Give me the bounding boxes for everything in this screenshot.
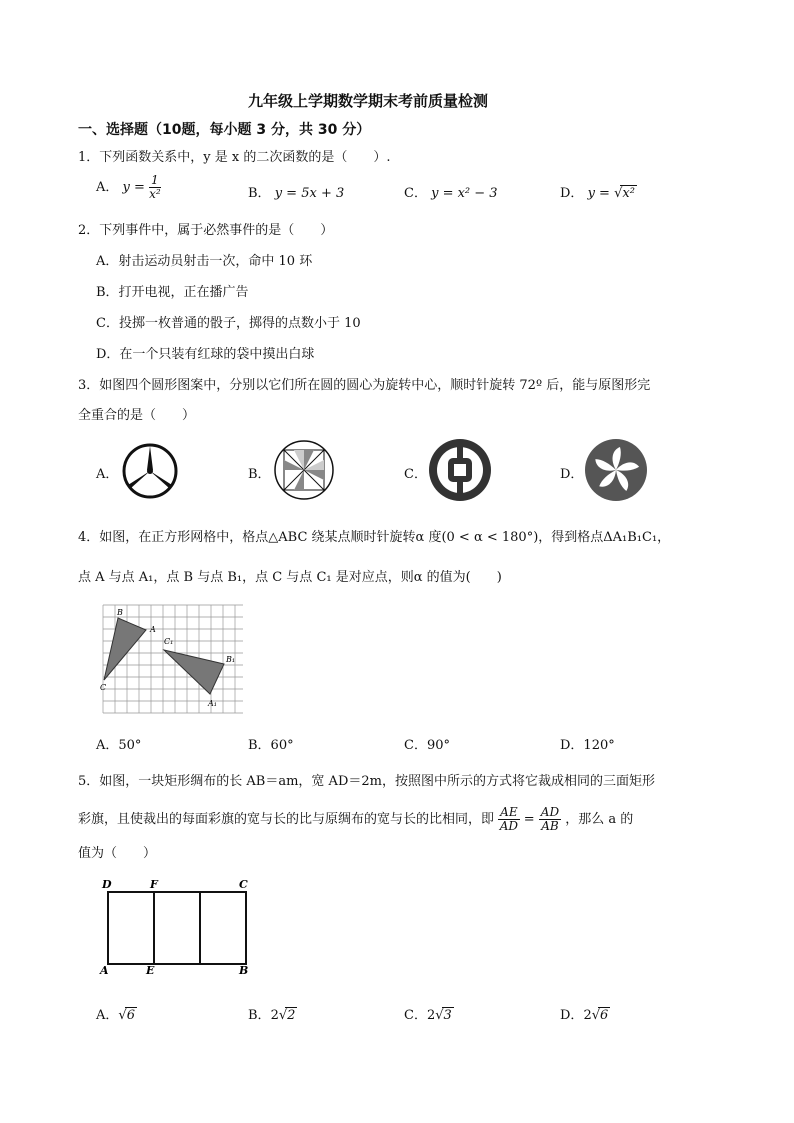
- question-1-stem: 1．下列函数关系中，y 是 x 的二次函数的是（ ）.: [78, 150, 391, 165]
- q5-option-a[interactable]: [96, 1004, 137, 1023]
- label-a: A: [100, 964, 109, 977]
- stem-text: 彩旗，且使裁出的每面彩旗的宽与长的比与原绸布的宽与长的比相同，即: [78, 812, 495, 828]
- radicand: 6: [126, 1008, 135, 1023]
- question-4-stem-line1: 4．如图，在正方形网格中，格点△ABC 绕某点顺时针旋转α 度(0 < α < 180°)，得到格点ΔA₁B₁C₁，: [78, 530, 671, 545]
- option-label: A．: [96, 1008, 119, 1023]
- label-e: E: [146, 964, 155, 977]
- q5-option-d[interactable]: [560, 1004, 610, 1023]
- q2-option-d[interactable]: D．在一个只装有红球的袋中摸出白球: [96, 347, 315, 362]
- label-b: B: [239, 964, 249, 977]
- option-label: A．: [96, 180, 119, 196]
- option-label: B．: [248, 186, 271, 201]
- q4-option-a[interactable]: A．50°: [96, 738, 142, 753]
- fraction-ad-ab: [539, 806, 561, 833]
- page-title: 九年级上学期数学期末考前质量检测: [248, 92, 489, 110]
- math-lhs: y =: [587, 186, 610, 201]
- q3-option-c-label[interactable]: C．: [404, 467, 427, 482]
- q4-option-c[interactable]: C．90°: [404, 738, 450, 753]
- option-label: C．: [404, 1008, 427, 1023]
- radicand: 2: [287, 1008, 296, 1023]
- q3-option-a-label[interactable]: A．: [96, 467, 119, 482]
- radicand: 3: [443, 1008, 452, 1023]
- label-b1: B₁: [226, 655, 236, 664]
- option-label: C．: [404, 186, 427, 201]
- label-c: C: [239, 878, 248, 891]
- option-label: D．: [560, 1008, 584, 1023]
- q3-option-d-label[interactable]: D．: [560, 467, 584, 482]
- sqrt-icon: √: [118, 1008, 127, 1023]
- math-expression: y = x² − 3: [431, 186, 498, 201]
- coefficient: 2: [270, 1008, 279, 1023]
- bauhinia-flower-icon: [584, 438, 648, 502]
- label-a: A: [150, 625, 156, 634]
- coefficient: 2: [426, 1008, 436, 1023]
- fraction: [149, 174, 161, 201]
- label-a1: A₁: [208, 699, 217, 708]
- sqrt-icon: √: [278, 1008, 288, 1023]
- triangle-abc: [104, 618, 146, 680]
- rectangle-flag-figure: [98, 874, 258, 978]
- sqrt-icon: √: [591, 1008, 601, 1023]
- label-d: D: [102, 878, 112, 891]
- coefficient: 2: [583, 1008, 592, 1023]
- denominator: AD: [499, 819, 519, 834]
- pinwheel-icon: [272, 438, 336, 502]
- q1-option-c[interactable]: [404, 182, 498, 201]
- q2-option-b[interactable]: B．打开电视，正在播广告: [96, 285, 249, 300]
- numerator: 1: [151, 173, 159, 187]
- math-lhs: y =: [122, 180, 145, 196]
- sqrt-icon: √: [435, 1008, 444, 1023]
- section-heading: 一、选择题（10题，每小题 3 分，共 30 分）: [78, 122, 371, 138]
- question-3-stem-line1: 3．如图四个圆形图案中，分别以它们所在圆的圆心为旋转中心，顺时针旋转 72º 后，能与原图形完: [78, 378, 651, 393]
- label-c1: C₁: [164, 637, 174, 646]
- q4-option-b[interactable]: B．60°: [248, 738, 294, 753]
- q1-option-d[interactable]: [560, 182, 637, 201]
- numerator: AE: [500, 805, 518, 819]
- q5-option-b[interactable]: [248, 1004, 297, 1023]
- mercedes-star-icon: [120, 441, 180, 501]
- q2-option-a[interactable]: A．射击运动员射击一次，命中 10 环: [96, 254, 313, 269]
- numerator: AD: [540, 805, 560, 819]
- question-5-stem-line2: [78, 806, 633, 833]
- math-expression: y = 5x + 3: [274, 186, 345, 201]
- denominator: AB: [541, 819, 559, 834]
- fraction-ae-ad: [498, 806, 519, 833]
- label-c: C: [100, 683, 107, 692]
- question-3-stem-line2: 全重合的是（ ）: [78, 408, 196, 423]
- equals-sign: =: [523, 812, 535, 828]
- label-b: B: [117, 608, 123, 617]
- q1-option-b[interactable]: [248, 182, 344, 201]
- triangle-a1b1c1: [164, 650, 224, 694]
- q5-option-c[interactable]: [404, 1004, 454, 1023]
- option-label: D．: [560, 186, 584, 201]
- question-4-stem-line2: 点 A 与点 A₁，点 B 与点 B₁，点 C 与点 C₁ 是对应点，则α 的值为( ): [78, 570, 502, 585]
- question-2-stem: 2．下列事件中，属于必然事件的是（ ）: [78, 223, 334, 238]
- bank-coin-logo-icon: [428, 438, 492, 502]
- q2-option-c[interactable]: C．投掷一枚普通的骰子，掷得的点数小于 10: [96, 316, 361, 331]
- rotation-grid-figure: [98, 600, 248, 718]
- question-5-stem-line1: 5．如图，一块矩形绸布的长 AB＝am，宽 AD＝2m，按照图中所示的方式将它裁成相同的三面矩形: [78, 774, 655, 789]
- q3-option-b-label[interactable]: B．: [248, 467, 271, 482]
- stem-text: ，那么 a 的: [565, 812, 634, 828]
- q4-option-d[interactable]: D．120°: [560, 738, 615, 753]
- sqrt-icon: √: [614, 186, 623, 201]
- label-f: F: [150, 878, 158, 891]
- denominator: x²: [149, 187, 161, 202]
- radicand: x²: [622, 186, 635, 201]
- question-5-stem-line3: 值为（ ）: [78, 846, 157, 861]
- q1-option-a[interactable]: [96, 174, 161, 201]
- radicand: 6: [600, 1008, 609, 1023]
- option-label: B．: [248, 1008, 271, 1023]
